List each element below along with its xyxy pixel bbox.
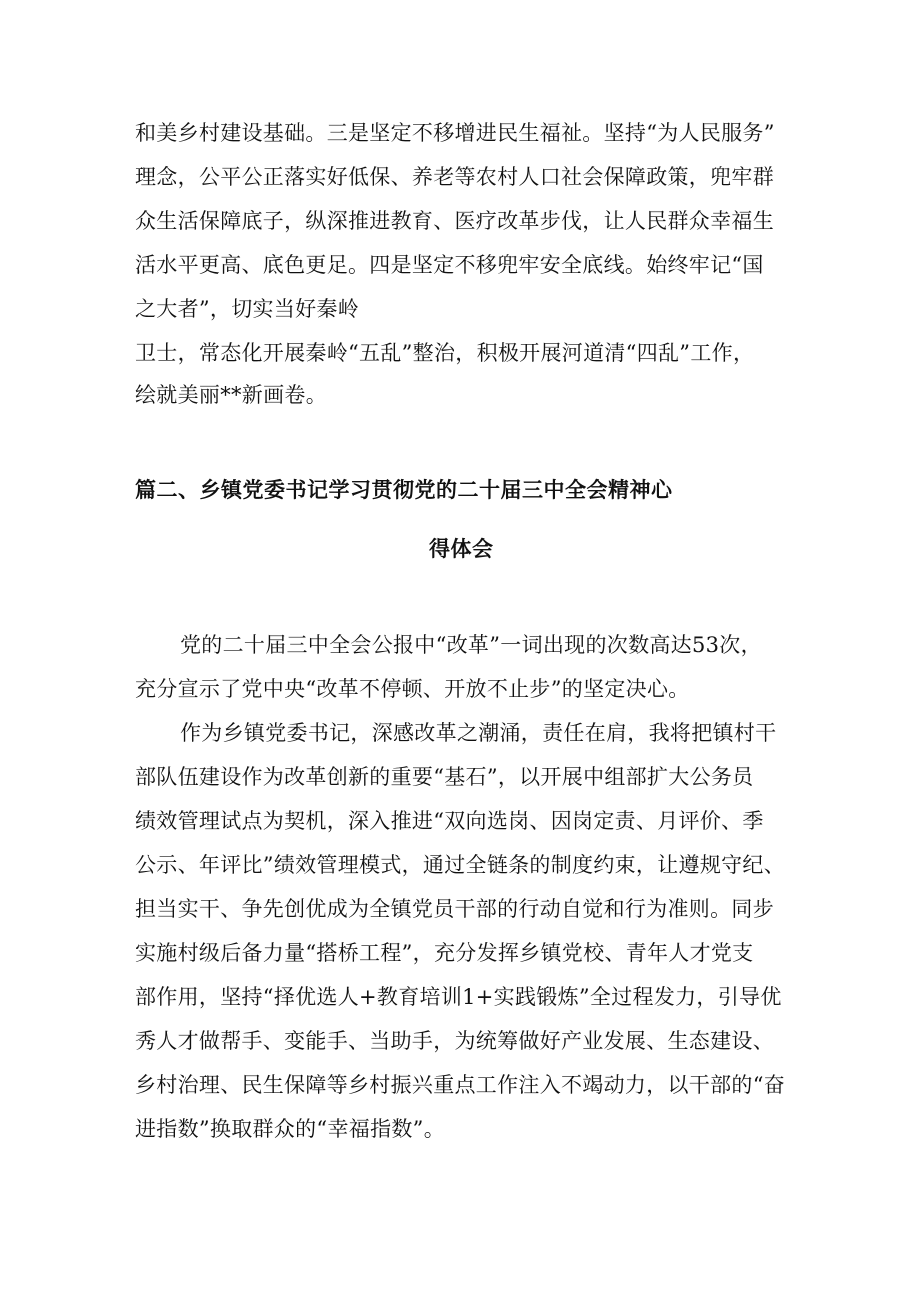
paragraph-line: 作为乡镇党委书记，深感改革之潮涌，责任在肩，我将把镇村干 <box>180 721 777 745</box>
paragraph-line: 担当实干、争先创优成为全镇党员干部的行动自觉和行为准则。同步 <box>135 897 774 921</box>
paragraph-line: 充分宣示了党中央“改革不停顿、开放不止步”的坚定决心。 <box>135 677 690 701</box>
text-line: 绘就美丽**新画卷。 <box>135 383 327 407</box>
text-line: 卫士，常态化开展秦岭“五乱”整治，积极开展河道清“四乱”工作， <box>135 341 755 365</box>
paragraph-line: 绩效管理试点为契机，深入推进“双向选岗、因岗定责、月评价、季 <box>135 809 764 833</box>
paragraph-line: 进指数”换取群众的“幸福指数”。 <box>135 1117 446 1141</box>
paragraph-line: 党的二十届三中全会公报中“改革”一词出现的次数高达53次， <box>180 633 762 657</box>
paragraph-line: 乡村治理、民生保障等乡村振兴重点工作注入不竭动力，以干部的“奋 <box>135 1073 786 1097</box>
text-line: 活水平更高、底色更足。四是坚定不移兜牢安全底线。始终牢记“国 <box>135 253 764 277</box>
paragraph-line: 部队伍建设作为改革创新的重要“基石”，以开展中组部扩大公务员 <box>135 765 754 789</box>
section-title: 篇二、乡镇党委书记学习贯彻党的二十届三中全会精神心 <box>135 478 673 502</box>
paragraph-line: 实施村级后备力量“搭桥工程”，充分发挥乡镇党校、青年人才党支 <box>135 941 754 965</box>
text-line: 众生活保障底子，纵深推进教育、医疗改革步伐，让人民群众幸福生 <box>135 209 774 233</box>
text-line: 理念，公平公正落实好低保、养老等农村人口社会保障政策，兜牢群 <box>135 165 774 189</box>
text-line: 和美乡村建设基础。三是坚定不移增进民生福祉。坚持“为人民服务” <box>135 121 775 145</box>
paragraph-line: 部作用，坚持“择优选人+教育培训1+实践锻炼”全过程发力，引导优 <box>135 985 782 1009</box>
text-line: 之大者”，切实当好秦岭 <box>135 297 360 321</box>
paragraph-line: 公示、年评比”绩效管理模式，通过全链条的制度约束，让遵规守纪、 <box>135 853 786 877</box>
section-title-continued: 得体会 <box>429 537 494 561</box>
paragraph-line: 秀人才做帮手、变能手、当助手，为统筹做好产业发展、生态建设、 <box>135 1029 774 1053</box>
